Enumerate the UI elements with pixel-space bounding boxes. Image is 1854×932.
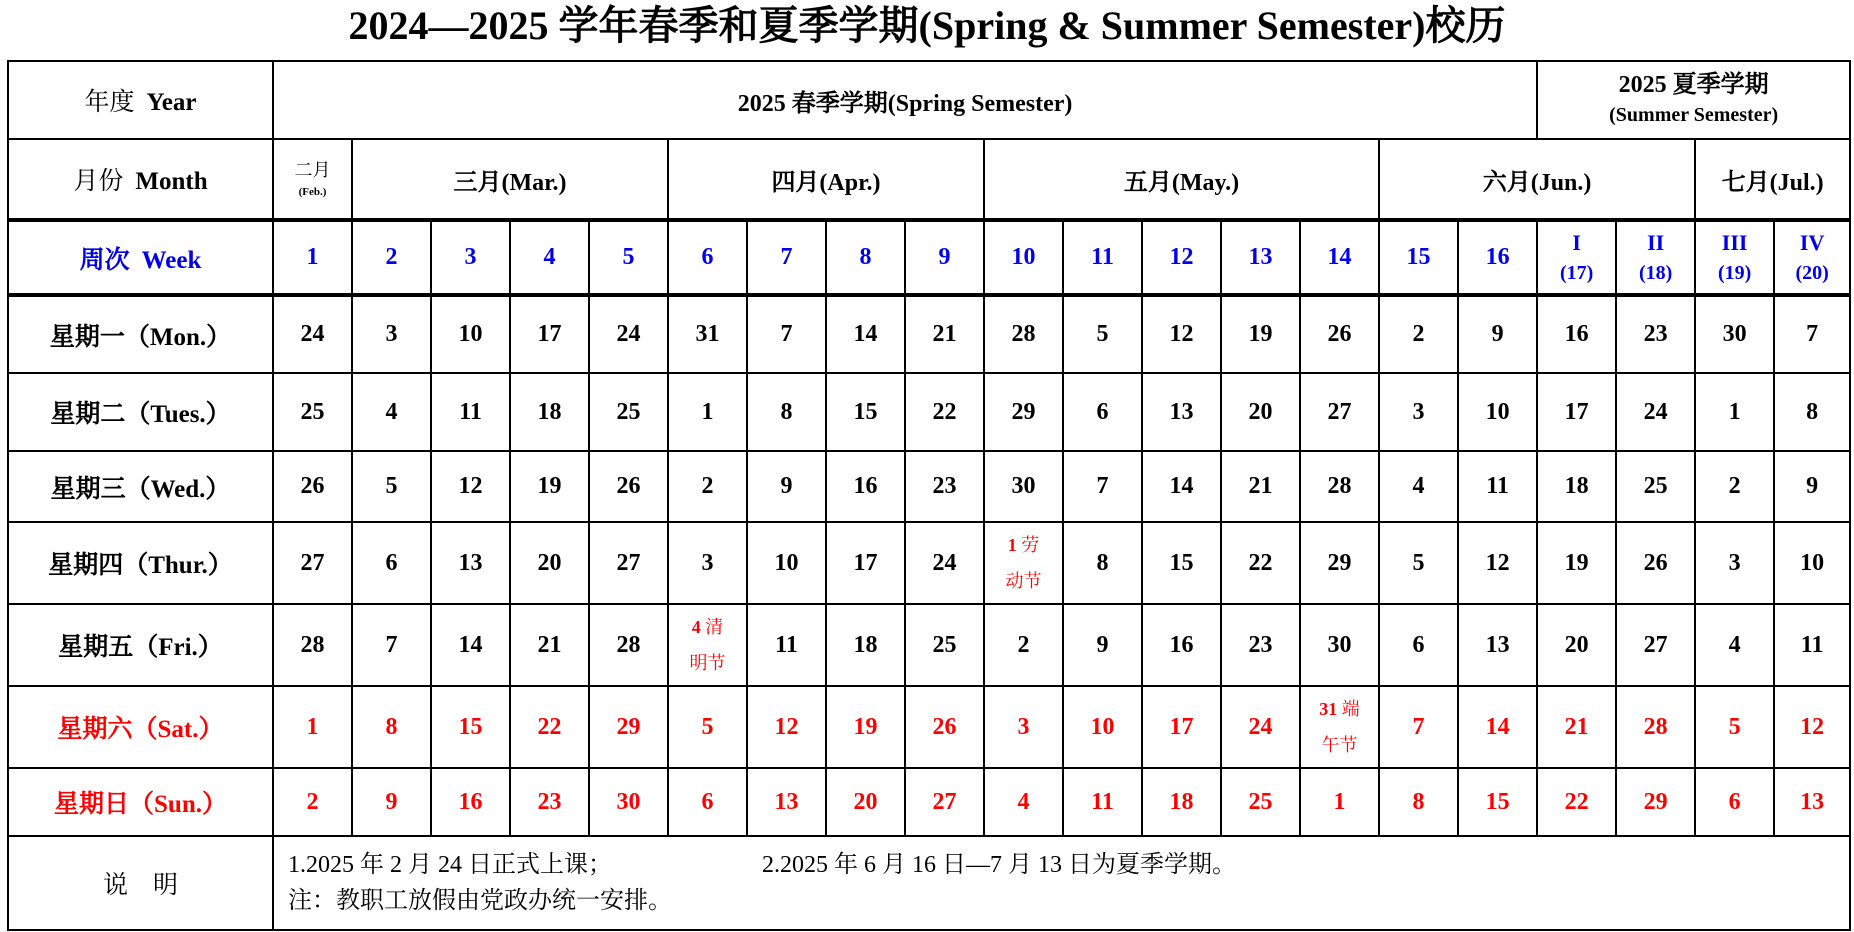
date-cell: 6 [1379, 604, 1458, 686]
school-calendar-table [7, 60, 1851, 931]
year-row [8, 61, 1850, 139]
date-cell: 27 [589, 522, 668, 604]
date-cell: 26 [273, 451, 352, 522]
week-cell: 1 [273, 220, 352, 295]
date-cell: 25 [1221, 768, 1300, 836]
date-cell: 9 [1063, 604, 1142, 686]
date-cell: 24 [273, 295, 352, 373]
date-cell: 15 [1458, 768, 1537, 836]
date-cell: 3 [352, 295, 431, 373]
date-cell: 11 [747, 604, 826, 686]
date-cell: 29 [1616, 768, 1695, 836]
holiday-name-part1: 劳 [1021, 535, 1040, 555]
day-label-sat: 星期六（Sat.） [8, 686, 273, 768]
date-cell: 3 [668, 522, 747, 604]
date-cell: 8 [1379, 768, 1458, 836]
summer-week-cell [1537, 220, 1616, 295]
date-cell: 11 [1458, 451, 1537, 522]
date-cell: 2 [984, 604, 1063, 686]
holiday-label [680, 609, 736, 681]
date-cell: 3 [1695, 522, 1774, 604]
notes-label: 说 明 [8, 836, 273, 930]
date-cell: 25 [905, 604, 984, 686]
date-cell: 4 [1379, 451, 1458, 522]
week-header [8, 220, 273, 295]
date-cell: 17 [510, 295, 589, 373]
month-jul: 七月(Jul.) [1695, 139, 1850, 220]
date-cell: 6 [1063, 373, 1142, 451]
date-cell: 1 [1695, 373, 1774, 451]
month-label-en: Month [135, 168, 208, 195]
date-cell: 14 [826, 295, 905, 373]
holiday-date: 1 [1007, 535, 1017, 555]
summer-semester-header [1537, 61, 1850, 139]
date-cell: 21 [510, 604, 589, 686]
week-cell: 11 [1063, 220, 1142, 295]
summer-week-roman: III [1721, 229, 1748, 255]
date-cell: 1 [1300, 768, 1379, 836]
date-cell: 24 [1616, 373, 1695, 451]
date-cell: 2 [668, 451, 747, 522]
date-cell: 10 [431, 295, 510, 373]
date-cell: 11 [1774, 604, 1850, 686]
summer-week-cell [1695, 220, 1774, 295]
date-cell: 1 [273, 686, 352, 768]
date-cell [1300, 686, 1379, 768]
month-mar: 三月(Mar.) [352, 139, 668, 220]
week-cell: 4 [510, 220, 589, 295]
week-cell: 6 [668, 220, 747, 295]
date-cell: 19 [1537, 522, 1616, 604]
date-cell: 12 [747, 686, 826, 768]
date-cell [984, 522, 1063, 604]
date-cell: 20 [1537, 604, 1616, 686]
year-label-en: Year [146, 89, 197, 116]
date-cell: 22 [905, 373, 984, 451]
date-cell: 30 [1300, 604, 1379, 686]
date-cell: 25 [1616, 451, 1695, 522]
date-cell: 7 [1774, 295, 1850, 373]
summer-week-cell [1616, 220, 1695, 295]
month-feb-cn: 二月 [294, 160, 331, 180]
date-cell: 18 [1142, 768, 1221, 836]
holiday-name-part2: 明节 [689, 653, 726, 673]
month-feb [273, 139, 352, 220]
date-cell: 27 [1616, 604, 1695, 686]
day-label-wed: 星期三（Wed.） [8, 451, 273, 522]
date-cell: 10 [747, 522, 826, 604]
week-row [8, 220, 1850, 295]
date-cell: 31 [668, 295, 747, 373]
summer-week-number: (19) [1717, 261, 1752, 284]
week-cell: 14 [1300, 220, 1379, 295]
summer-week-cell [1774, 220, 1850, 295]
date-cell: 29 [589, 686, 668, 768]
date-cell: 1 [668, 373, 747, 451]
date-cell: 10 [1458, 373, 1537, 451]
date-cell: 15 [1142, 522, 1221, 604]
week-cell: 8 [826, 220, 905, 295]
day-row-tue [8, 373, 1850, 451]
year-label-cn: 年度 [84, 89, 135, 116]
day-label-fri: 星期五（Fri.） [8, 604, 273, 686]
date-cell: 22 [1537, 768, 1616, 836]
date-cell: 27 [1300, 373, 1379, 451]
holiday-date: 4 [691, 617, 701, 637]
year-header [8, 61, 273, 139]
date-cell: 9 [352, 768, 431, 836]
date-cell: 21 [1537, 686, 1616, 768]
date-cell: 2 [1379, 295, 1458, 373]
date-cell: 13 [1774, 768, 1850, 836]
date-cell: 19 [1221, 295, 1300, 373]
date-cell: 9 [1774, 451, 1850, 522]
date-cell: 18 [826, 604, 905, 686]
date-cell: 6 [352, 522, 431, 604]
date-cell: 23 [905, 451, 984, 522]
week-label-en: Week [141, 246, 202, 274]
month-feb-en: (Feb.) [298, 186, 327, 198]
date-cell: 3 [984, 686, 1063, 768]
date-cell: 23 [1221, 604, 1300, 686]
date-cell: 17 [826, 522, 905, 604]
holiday-date: 31 [1319, 699, 1338, 719]
date-cell: 21 [1221, 451, 1300, 522]
date-cell: 30 [984, 451, 1063, 522]
date-cell: 16 [1142, 604, 1221, 686]
date-cell: 12 [431, 451, 510, 522]
date-cell: 13 [1142, 373, 1221, 451]
day-label-tue: 星期二（Tues.） [8, 373, 273, 451]
date-cell: 25 [273, 373, 352, 451]
date-cell: 17 [1537, 373, 1616, 451]
holiday-name-part2: 动节 [1005, 571, 1042, 591]
date-cell: 19 [510, 451, 589, 522]
date-cell: 6 [1695, 768, 1774, 836]
month-jun: 六月(Jun.) [1379, 139, 1695, 220]
summer-week-number: (17) [1559, 261, 1594, 284]
date-cell: 16 [431, 768, 510, 836]
month-header [8, 139, 273, 220]
date-cell [668, 604, 747, 686]
date-cell: 4 [984, 768, 1063, 836]
date-cell: 10 [1063, 686, 1142, 768]
month-label-cn: 月份 [73, 168, 124, 195]
date-cell: 7 [1063, 451, 1142, 522]
date-cell: 26 [1616, 522, 1695, 604]
date-cell: 2 [273, 768, 352, 836]
date-cell: 17 [1142, 686, 1221, 768]
date-cell: 26 [905, 686, 984, 768]
date-cell: 12 [1458, 522, 1537, 604]
date-cell: 7 [747, 295, 826, 373]
date-cell: 24 [1221, 686, 1300, 768]
week-cell: 9 [905, 220, 984, 295]
day-row-fri [8, 604, 1850, 686]
date-cell: 15 [431, 686, 510, 768]
date-cell: 5 [1063, 295, 1142, 373]
month-may: 五月(May.) [984, 139, 1379, 220]
day-row-mon [8, 295, 1850, 373]
day-label-thu: 星期四（Thur.） [8, 522, 273, 604]
summer-semester-subtitle: (Summer Semester) [1609, 104, 1779, 126]
date-cell: 8 [352, 686, 431, 768]
date-cell: 9 [747, 451, 826, 522]
date-cell: 11 [1063, 768, 1142, 836]
date-cell: 5 [1695, 686, 1774, 768]
date-cell: 30 [589, 768, 668, 836]
week-cell: 16 [1458, 220, 1537, 295]
date-cell: 4 [352, 373, 431, 451]
date-cell: 29 [984, 373, 1063, 451]
date-cell: 15 [826, 373, 905, 451]
date-cell: 8 [1774, 373, 1850, 451]
date-cell: 7 [1379, 686, 1458, 768]
date-cell: 22 [1221, 522, 1300, 604]
date-cell: 27 [905, 768, 984, 836]
date-cell: 13 [431, 522, 510, 604]
date-cell: 29 [1300, 522, 1379, 604]
note-summer-term: 2.2025 年 6 月 16 日—7 月 13 日为夏季学期。 [762, 852, 1236, 878]
date-cell: 28 [1616, 686, 1695, 768]
week-cell: 13 [1221, 220, 1300, 295]
date-cell: 23 [1616, 295, 1695, 373]
summer-week-roman: II [1647, 229, 1665, 255]
day-row-sun [8, 768, 1850, 836]
holiday-name-part2: 午节 [1321, 735, 1358, 755]
date-cell: 26 [589, 451, 668, 522]
date-cell: 26 [1300, 295, 1379, 373]
date-cell: 21 [905, 295, 984, 373]
summer-week-number: (18) [1638, 261, 1673, 284]
date-cell: 4 [1695, 604, 1774, 686]
date-cell: 25 [589, 373, 668, 451]
day-row-sat [8, 686, 1850, 768]
notes-row [8, 836, 1850, 930]
date-cell: 5 [1379, 522, 1458, 604]
summer-semester-title: 2025 夏季学期 [1618, 72, 1769, 98]
date-cell: 18 [510, 373, 589, 451]
date-cell: 16 [826, 451, 905, 522]
date-cell: 7 [352, 604, 431, 686]
notes-line-1 [288, 847, 1849, 883]
date-cell: 12 [1774, 686, 1850, 768]
date-cell: 2 [1695, 451, 1774, 522]
date-cell: 20 [510, 522, 589, 604]
date-cell: 23 [510, 768, 589, 836]
week-cell: 10 [984, 220, 1063, 295]
week-cell: 2 [352, 220, 431, 295]
date-cell: 8 [747, 373, 826, 451]
date-cell: 28 [1300, 451, 1379, 522]
holiday-label [1312, 691, 1368, 763]
date-cell: 28 [589, 604, 668, 686]
summer-week-roman: IV [1799, 229, 1825, 255]
date-cell: 16 [1537, 295, 1616, 373]
holiday-label [996, 527, 1052, 599]
date-cell: 13 [1458, 604, 1537, 686]
date-cell: 24 [589, 295, 668, 373]
week-label-cn: 周次 [79, 246, 130, 274]
week-cell: 5 [589, 220, 668, 295]
date-cell: 6 [668, 768, 747, 836]
week-cell: 7 [747, 220, 826, 295]
note-first-day: 1.2025 年 2 月 24 日正式上课； [288, 852, 612, 878]
date-cell: 20 [826, 768, 905, 836]
date-cell: 24 [905, 522, 984, 604]
date-cell: 14 [1458, 686, 1537, 768]
date-cell: 30 [1695, 295, 1774, 373]
date-cell: 9 [1458, 295, 1537, 373]
date-cell: 3 [1379, 373, 1458, 451]
date-cell: 28 [984, 295, 1063, 373]
month-apr: 四月(Apr.) [668, 139, 984, 220]
day-row-wed [8, 451, 1850, 522]
summer-week-roman: I [1572, 229, 1581, 255]
date-cell: 18 [1537, 451, 1616, 522]
date-cell: 20 [1221, 373, 1300, 451]
day-row-thu [8, 522, 1850, 604]
day-label-mon: 星期一（Mon.） [8, 295, 273, 373]
summer-week-number: (20) [1795, 261, 1829, 284]
calendar-title: 2024—2025 学年春季和夏季学期(Spring & Summer Semester)校历 [348, 3, 1506, 48]
date-cell: 19 [826, 686, 905, 768]
date-cell: 14 [431, 604, 510, 686]
date-cell: 28 [273, 604, 352, 686]
notes-content [273, 836, 1850, 930]
date-cell: 27 [273, 522, 352, 604]
date-cell: 10 [1774, 522, 1850, 604]
holiday-name-part1: 清 [705, 617, 724, 637]
week-cell: 15 [1379, 220, 1458, 295]
day-label-sun: 星期日（Sun.） [8, 768, 273, 836]
date-cell: 5 [352, 451, 431, 522]
date-cell: 22 [510, 686, 589, 768]
date-cell: 5 [668, 686, 747, 768]
holiday-name-part1: 端 [1341, 699, 1360, 719]
date-cell: 12 [1142, 295, 1221, 373]
month-row [8, 139, 1850, 220]
date-cell: 13 [747, 768, 826, 836]
spring-semester-header: 2025 春季学期(Spring Semester) [273, 61, 1537, 139]
week-cell: 12 [1142, 220, 1221, 295]
week-cell: 3 [431, 220, 510, 295]
date-cell: 11 [431, 373, 510, 451]
date-cell: 8 [1063, 522, 1142, 604]
date-cell: 14 [1142, 451, 1221, 522]
note-staff-holiday: 注：教职工放假由党政办统一安排。 [288, 888, 672, 914]
